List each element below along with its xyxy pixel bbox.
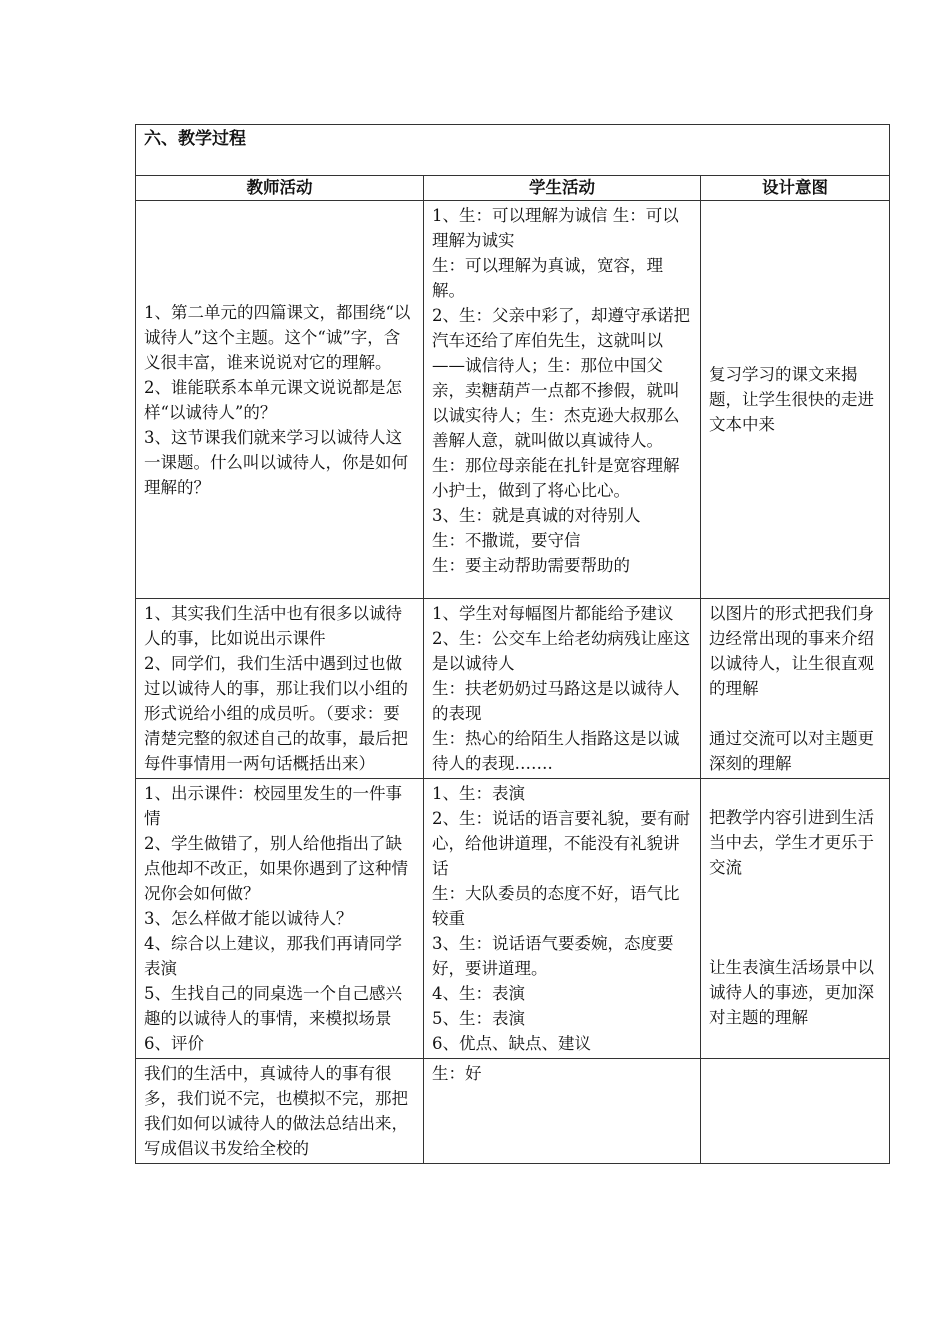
header-teacher-activity: 教师活动 (136, 176, 424, 201)
student-paragraph: 6、优点、缺点、建议 (432, 1034, 591, 1053)
student-activity-cell (424, 599, 701, 779)
lesson-document (135, 124, 889, 1164)
student-paragraph: 生：可以理解为真诚，宽容，理解。 (432, 256, 663, 300)
teacher-paragraph: 5、生找自己的同桌选一个自己感兴趣的以诚待人的事情，来模拟场景 (144, 984, 402, 1028)
teacher-paragraph: 2、谁能联系本单元课文说说都是怎样“以诚待人”的？ (144, 377, 402, 422)
intent-paragraph: 通过交流可以对主题更深刻的理解 (709, 729, 874, 773)
teacher-paragraph: 1、其实我们生活中也有很多以诚待人的事，比如说出示课件 (144, 604, 402, 648)
intent-paragraph: 让生表演生活场景中以诚待人的事迹，更加深对主题的理解 (709, 958, 874, 1027)
section-title: 六、教学过程 (136, 125, 890, 176)
student-paragraph: 生：热心的给陌生人指路这是以诚待人的表现……. (432, 729, 680, 773)
header-design-intent: 设计意图 (701, 176, 890, 201)
student-paragraph: 4、生：表演 (432, 984, 525, 1003)
student-paragraph: 2、生：公交车上给老幼病残让座这是以诚待人 (432, 629, 690, 673)
teacher-paragraph: 2、同学们，我们生活中遇到过也做过以诚待人的事，那让我们以小组的形式说给小组的成员听。（要求：要清楚完整的叙述自己的故事，最后把每件事情用一两句话概括出来） (144, 654, 408, 773)
student-paragraph: 生：大队委员的态度不好，语气比较重 (432, 884, 680, 928)
table-row (136, 599, 890, 779)
student-paragraph: 生：好 (432, 1064, 482, 1083)
student-paragraph: 1、生：可以理解为诚信 生：可以理解为诚实 (432, 206, 679, 250)
student-paragraph: 生：不撒谎，要守信 (432, 531, 581, 550)
design-intent-cell (701, 599, 890, 779)
teacher-activity-cell (136, 599, 424, 779)
student-paragraph: 生：要主动帮助需要帮助的 (432, 556, 630, 575)
teacher-paragraph: 3、这节课我们就来学习以诚待人这一课题。什么叫以诚待人，你是如何理解的？ (144, 427, 408, 497)
student-activity-cell (424, 1059, 701, 1164)
intent-paragraph: 复习学习的课文来揭题，让学生很快的走进文本中来 (709, 365, 874, 434)
intent-paragraph: 以图片的形式把我们身边经常出现的事来介绍以诚待人，让生很直观的理解 (709, 604, 874, 698)
student-paragraph: 1、学生对每幅图片都能给予建议 (432, 604, 674, 623)
design-intent-cell (701, 779, 890, 1059)
table-row (136, 779, 890, 1059)
table-row (136, 201, 890, 599)
teaching-process-table (135, 124, 890, 1164)
teacher-activity-cell (136, 201, 424, 599)
student-paragraph: 5、生：表演 (432, 1009, 525, 1028)
student-paragraph: 3、生：就是真诚的对待别人 (432, 506, 641, 525)
student-activity-cell (424, 779, 701, 1059)
teacher-activity-cell (136, 1059, 424, 1164)
student-paragraph: 3、生：说话语气要委婉，态度要好，要讲道理。 (432, 934, 674, 978)
header-row (136, 176, 890, 201)
table-row (136, 1059, 890, 1164)
header-student-activity: 学生活动 (424, 176, 701, 201)
student-paragraph: 生：扶老奶奶过马路这是以诚待人的表现 (432, 679, 680, 723)
student-paragraph: 2、生：说话的语言要礼貌，要有耐心，给他讲道理，不能没有礼貌讲话 (432, 809, 690, 878)
intent-paragraph: 把教学内容引进到生活当中去，学生才更乐于交流 (709, 808, 874, 877)
teacher-paragraph: 1、出示课件：校园里发生的一件事情 (144, 784, 402, 828)
student-activity-cell (424, 201, 701, 599)
teacher-paragraph: 1、第二单元的四篇课文，都围绕“以诚待人”这个主题。这个“诚”字，含义很丰富，谁来说说对它的理解。 (144, 302, 411, 372)
design-intent-cell (701, 201, 890, 599)
teacher-paragraph: 我们的生活中，真诚待人的事有很多，我们说不完，也模拟不完，那把我们如何以诚待人的做法总结出来，写成倡议书发给全校的 (144, 1064, 408, 1158)
student-paragraph: 2、生：父亲中彩了，却遵守承诺把汽车还给了库伯先生，这就叫以——诚信待人；生：那位中国父亲，卖糖葫芦一点都不掺假，就叫以诚实待人；生：杰克逊大叔那么善解人意，就叫做以真诚待人。生：那位母亲能在扎针是宽容理解小护士，做到了将心比心。 (432, 306, 690, 500)
design-intent-cell (701, 1059, 890, 1164)
teacher-paragraph: 2、学生做错了，别人给他指出了缺点他却不改正，如果你遇到了这种情况你会如何做？ (144, 834, 408, 903)
student-paragraph: 1、生：表演 (432, 784, 525, 803)
teacher-paragraph: 6、评价 (144, 1034, 204, 1053)
teacher-activity-cell (136, 779, 424, 1059)
teacher-paragraph: 3、怎么样做才能以诚待人？ (144, 909, 353, 928)
teacher-paragraph: 4、综合以上建议，那我们再请同学表演 (144, 934, 402, 978)
